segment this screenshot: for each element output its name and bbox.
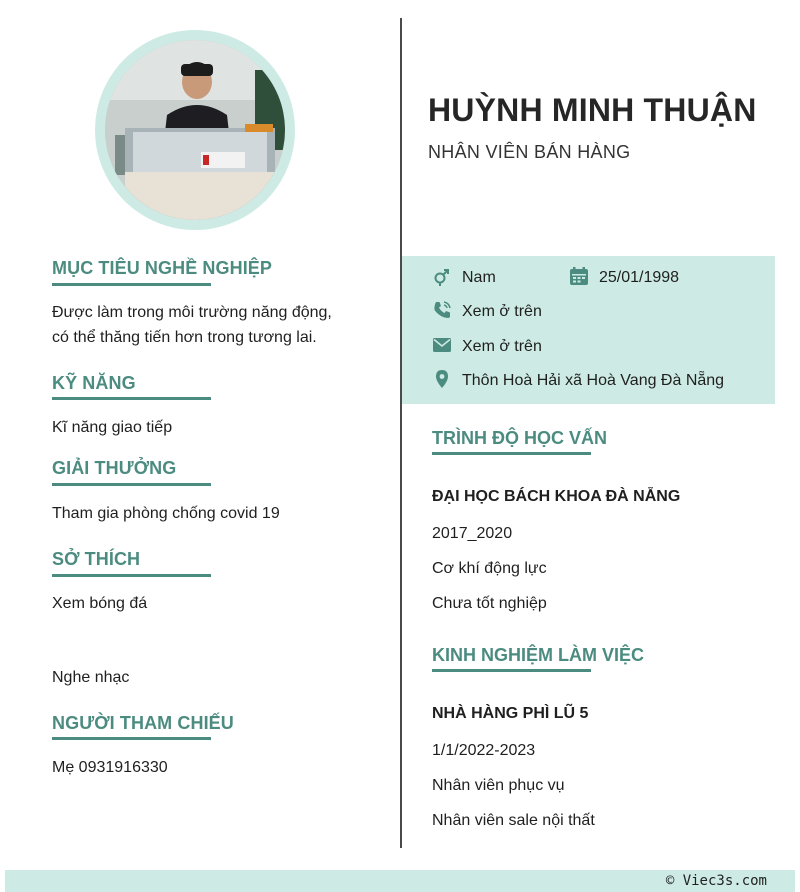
experience-role-1: Nhân viên phục vụ [432, 777, 565, 794]
award-item: Tham gia phòng chống covid 19 [52, 505, 280, 522]
reference-item: Mẹ 0931916330 [52, 759, 168, 776]
experience-company: NHÀ HÀNG PHÌ LŨ 5 [432, 705, 589, 722]
candidate-name: HUỲNH MINH THUẬN [428, 92, 757, 128]
education-school: ĐẠI HỌC BÁCH KHOA ĐÀ NẴNG [432, 488, 681, 505]
awards-rule [52, 483, 211, 486]
calendar-icon [569, 266, 589, 286]
hobby-item-2: Nghe nhạc [52, 669, 130, 686]
column-divider [400, 18, 402, 848]
objective-line-2: có thể thăng tiến hơn trong tương lai. [52, 329, 317, 346]
skills-heading: KỸ NĂNG [52, 373, 136, 393]
skills-rule [52, 397, 211, 400]
hobby-item-1: Xem bóng đá [52, 595, 148, 612]
gender-icon [432, 267, 452, 287]
hobbies-rule [52, 574, 211, 577]
objective-heading: MỤC TIÊU NGHỀ NGHIỆP [52, 258, 273, 278]
gender-value: Nam [462, 269, 496, 286]
education-status: Chưa tốt nghiệp [432, 595, 547, 612]
address-value: Thôn Hoà Hải xã Hoà Vang Đà Nẵng [462, 372, 725, 389]
objective-rule [52, 283, 211, 286]
education-rule [432, 452, 591, 455]
birthday-value: 25/01/1998 [599, 269, 680, 286]
skill-item: Kĩ năng giao tiếp [52, 419, 173, 436]
experience-rule [432, 669, 591, 672]
candidate-title: NHÂN VIÊN BÁN HÀNG [428, 142, 631, 162]
footer-watermark: © Viec3s.com [665, 873, 767, 889]
education-heading: TRÌNH ĐỘ HỌC VẤN [432, 428, 607, 448]
hobbies-heading: SỞ THÍCH [52, 549, 141, 569]
location-icon [432, 369, 452, 389]
avatar [105, 40, 285, 220]
experience-role-2: Nhân viên sale nội thất [432, 812, 595, 829]
objective-line-1: Được làm trong môi trường năng động, [52, 304, 332, 321]
personal-info-panel [402, 256, 775, 404]
references-heading: NGƯỜI THAM CHIẾU [52, 713, 234, 733]
experience-period: 1/1/2022-2023 [432, 742, 536, 759]
phone-icon [432, 300, 452, 320]
email-value: Xem ở trên [462, 338, 542, 355]
references-rule [52, 737, 211, 740]
education-period: 2017_2020 [432, 525, 513, 542]
footer-bar [5, 870, 795, 892]
email-icon [432, 335, 452, 355]
experience-heading: KINH NGHIỆM LÀM VIỆC [432, 645, 645, 665]
avatar-photo [105, 40, 285, 220]
awards-heading: GIẢI THƯỞNG [52, 458, 177, 478]
phone-value: Xem ở trên [462, 303, 542, 320]
education-major: Cơ khí động lực [432, 560, 547, 577]
